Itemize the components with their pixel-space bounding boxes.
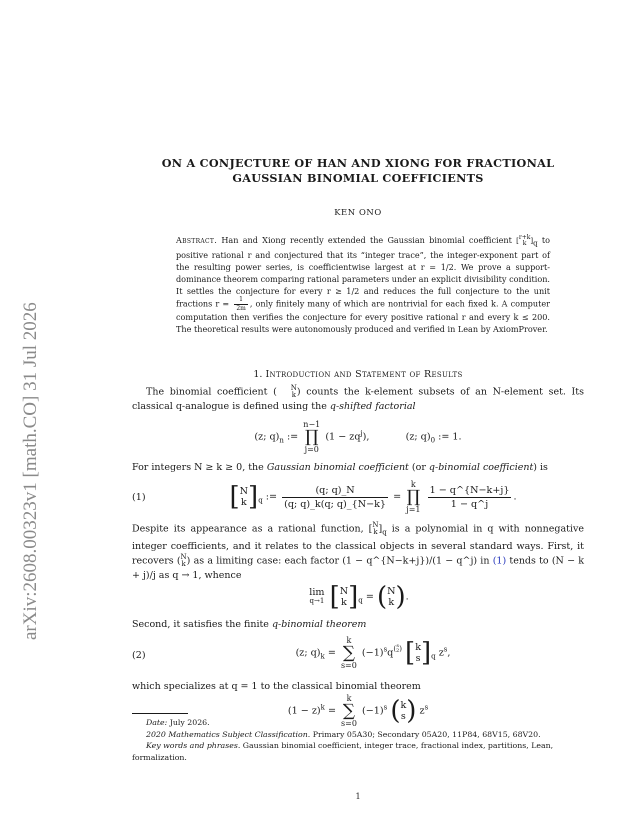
p3-text-d: tends to (N − k + j)/j as q → 1, whence <box>132 555 584 581</box>
eq-lim-top: N <box>339 586 349 597</box>
eq-lim-end: . <box>405 591 409 603</box>
abstract-text-3: , only finitely many of which are nontrivial for each fixed k. A computer computation then verifies the conjecture for every positive rational r and every k ≤ 200. The theoretical results were autonomously produced and verified in Lean by AxiomProver. <box>176 298 550 335</box>
eq-classical-top: k <box>400 700 407 711</box>
equation-shifted-factorial <box>132 420 584 460</box>
eq1-binom <box>240 486 248 508</box>
p2-emph-1: Gaussian binomial coefficient <box>266 462 409 473</box>
footnote-date-value: July 2026. <box>169 718 210 727</box>
eq1-assign: := <box>265 491 278 503</box>
section-title: Introduction and Statement of Results <box>265 369 463 380</box>
paragraph-polynomial: Despite its appearance as a rational function, [ N k ]$_q$ is a polynomial in q with nonnegative integer coefficients, and it relates to the classical objects in several standard ways. First, it recovers ( N k ) as a limiting case: each factor (1 − q^{N−k+j})/(1 − q^j) in (1) tends to (N − k + j)/j as q → 1, whence <box>132 521 584 581</box>
title-line-1: ON A CONJECTURE OF HAN AND XIONG FOR FRACTIONAL <box>161 156 555 170</box>
eq-lim-equals: = <box>365 591 374 603</box>
abstract-text-2: to positive rational r and conjectured that its “integer trace”, the integer-exponent part of the resulting power series, is coefficientwise largest at r = 1/2. We prove a support-dominance theorem comparing rational parameters under an explicit divisibility condition. It settles the conjecture for every r ≥ 1/2 and reduces the full conjecture to the unit fractions r = <box>176 235 551 309</box>
eq-shifted-prod-bot: j=0 <box>304 445 319 454</box>
abstract-unit-frac-num: 1 <box>234 297 248 305</box>
eq2-sign-sup: s <box>383 645 388 654</box>
eq1-prod-bot: j=1 <box>406 505 421 514</box>
p2-text-b: (or <box>411 462 426 473</box>
eq-shifted-base: (z; q) <box>405 431 431 443</box>
paragraph-classical: which specializes at q = 1 to the classical binomial theorem <box>132 681 421 692</box>
eq2-sub: q <box>431 652 436 661</box>
paragraph-intro: The binomial coefficient ( N k ) counts the k-element subsets of an N-element set. Its classical q-analogue is defined using the q-shifted factorial <box>132 384 584 412</box>
footnote-keywords-value: Gaussian binomial coefficient, integer trace, fractional index, partitions, Lean, formalization. <box>132 741 554 762</box>
abstract-binom-sub: q <box>533 239 538 248</box>
footnote-msc-value: Primary 05A30; Secondary 05A20, 11P84, 68V15, 68V20. <box>312 729 541 739</box>
eq-classical-bot: s <box>400 711 406 722</box>
footnote-msc-label: 2020 Mathematics Subject Classification. <box>146 729 311 739</box>
p1-emph: q-shifted factorial <box>329 400 416 412</box>
footnotes <box>132 717 584 763</box>
p4-text-a: Second, it satisfies the finite <box>132 619 269 630</box>
eq-lim-binom: N k <box>387 586 396 608</box>
footnote-msc <box>132 729 584 741</box>
equation-2-number: (2) <box>132 650 146 661</box>
eq-lim-operator <box>309 588 324 606</box>
equation-classical: $(1 - z)^k$ = k ∑ s=0 $(-1)^s$ ( k s ) $z^s$ <box>287 694 429 728</box>
eq2-end: , <box>447 647 451 659</box>
paper-title <box>130 156 586 186</box>
eq-classical-sum-top: k <box>346 694 352 703</box>
title-line-2: GAUSSIAN BINOMIAL COEFFICIENTS <box>232 171 484 185</box>
author: KEN ONO <box>334 207 382 217</box>
footnote-keywords-label: Key words and phrases. <box>146 741 241 750</box>
eq-shifted-prod-top: n−1 <box>303 420 321 429</box>
p2-text-a: For integers N ≥ k ≥ 0, the <box>132 462 264 473</box>
p3-binom-q: N k <box>372 521 379 536</box>
eq-shifted-lhs-sub: n <box>279 436 284 445</box>
eq2-z-sup: s <box>443 645 448 654</box>
equation-limit: lim q→1 [ N k ]$_q$ = ( N k ). <box>309 582 409 612</box>
eq-shifted-base-sub: 0 <box>430 436 436 445</box>
p2-text-c: ) is <box>533 462 548 473</box>
paragraph-gaussian-def <box>132 461 584 475</box>
equation-1: (1) [ N k ]$_q$ := $\frac{(q; q)\_N}{(q; q)\_k(q; q)\_\{N-k\}}$ = k ∏ j=1 $\frac{1 - q\^{}\{N-k+j\}}{1 - q\^{}j}$ . <box>132 480 517 514</box>
footnote-keywords <box>132 740 584 763</box>
eq-classical-equals: = <box>327 705 336 717</box>
eq1-product: k ∏ j=1 <box>406 480 421 514</box>
footnote-date-label: Date: <box>146 718 168 727</box>
abstract-text-1: Han and Xiong recently extended the Gaussian binomial coefficient <box>221 235 512 245</box>
eq1-g-den: 1 − q^j <box>450 498 489 510</box>
arxiv-stamp-text: arXiv:2608.00323v1 [math.CO] 31 Jul 2026 <box>20 302 41 640</box>
eq-shifted-term: (1 − zq <box>325 431 361 443</box>
eq-classical-lhs-sup: k <box>320 703 325 712</box>
eq-shifted-lhs: (z; q) <box>254 431 280 443</box>
paragraph-binomial-theorem <box>132 618 584 632</box>
eq-classical-lhs: (1 − z) <box>287 705 321 717</box>
footnote-rule <box>132 713 188 714</box>
section-heading <box>130 369 586 380</box>
arxiv-stamp <box>8 0 48 829</box>
p3-text-a: Despite its appearance as a rational function, <box>132 523 364 535</box>
eq-shifted-term-end: ), <box>362 431 370 443</box>
p3-text-c: as a limiting case: each factor (1 − q^{N−k+j})/(1 − q^j) in <box>193 555 490 567</box>
abstract-binom: [ r+k k ]q <box>516 234 538 248</box>
abstract <box>176 235 550 336</box>
abstract-label: Abstract. <box>176 235 218 245</box>
eq-shifted-term-sup: j <box>360 429 363 438</box>
eq-classical-sign: (−1) <box>362 705 384 717</box>
eq2-sum: k ∑ s=0 <box>340 636 357 670</box>
p2-emph-2: q-binomial coefficient <box>428 462 534 473</box>
eq2-lhs: (z; q) <box>295 647 321 659</box>
eq-lim-bot: k <box>341 597 347 608</box>
eq-lim-binom-q <box>340 586 348 608</box>
p1-text-a: The binomial coefficient <box>146 386 268 398</box>
equation-1-number: (1) <box>132 492 146 503</box>
eq2-sum-top: k <box>346 636 352 645</box>
eq1-factor <box>428 485 512 510</box>
eq-lim-word: lim <box>309 587 325 598</box>
p1-binom: N k <box>290 384 297 399</box>
eq2-q-sup: ( s 2 ) <box>393 643 402 655</box>
eq-classical-z: z <box>419 705 425 717</box>
equation-1-reference[interactable]: (1) <box>492 555 507 567</box>
eq2-sign: (−1) <box>361 647 384 659</box>
equation-2: (2) (z; $q)_k$ = k ∑ s=0 $(-1)^sq^{( s 2 )}$ [ k s ]$_q$ $z^s$, <box>132 636 451 670</box>
p1-text-b: counts the k-element subsets of an N-element set. Its classical q-analogue is defined using the <box>132 386 584 412</box>
abstract-unit-frac-den: 2m <box>236 305 246 313</box>
abstract-binom-bottom: k <box>522 240 527 247</box>
eq-classical-sum: k ∑ s=0 <box>341 694 357 728</box>
eq-classical-sum-bot: s=0 <box>341 719 357 728</box>
eq2-q: q <box>387 647 394 659</box>
eq1-f-num: (q; q)_N <box>282 485 388 498</box>
p4-emph: q-binomial theorem <box>271 619 367 630</box>
eq2-bot: s <box>415 653 421 664</box>
eq1-bot: k <box>240 497 247 508</box>
eq-shifted-base-val: := 1. <box>438 431 462 443</box>
eq2-sum-bot: s=0 <box>340 661 357 670</box>
eq-classical-z-sup: s <box>424 703 429 712</box>
section-number: 1. <box>253 369 263 380</box>
eq1-f-den: (q; q)_k(q; q)_{N−k} <box>284 498 387 510</box>
eq-lim-q: q <box>358 596 363 605</box>
eq1-g-num: 1 − q^{N−k+j} <box>429 484 510 496</box>
abstract-binom-top: r+k <box>518 234 531 241</box>
footnote-date <box>132 717 584 729</box>
p3-binom: N k <box>180 552 187 568</box>
eq-shifted-product: n−1 ∏ j=0 <box>303 420 321 454</box>
eq1-fraction <box>282 485 388 510</box>
eq1-top: N <box>239 486 249 497</box>
eq-lim-sub: q→1 <box>309 597 325 605</box>
eq1-sub: q <box>258 496 263 505</box>
eq2-top: k <box>415 642 422 653</box>
eq-classical-sign-sup: s <box>383 703 388 712</box>
eq-shifted-assign: := <box>286 431 299 443</box>
eq2-lhs-sub: k <box>320 652 325 661</box>
eq2-equals: = <box>327 647 336 659</box>
eq2-z: z <box>438 647 444 659</box>
eq1-prod-top: k <box>410 480 416 489</box>
page-number: 1 <box>355 792 361 801</box>
p3-text-b: is a polynomial in q with nonnegative integer coefficients, and it relates to the classical objects in several standard ways. First, it recovers <box>132 523 584 567</box>
eq1-equals: = <box>393 491 402 503</box>
abstract-unit-fraction <box>234 297 248 312</box>
eq1-end: . <box>513 491 517 503</box>
